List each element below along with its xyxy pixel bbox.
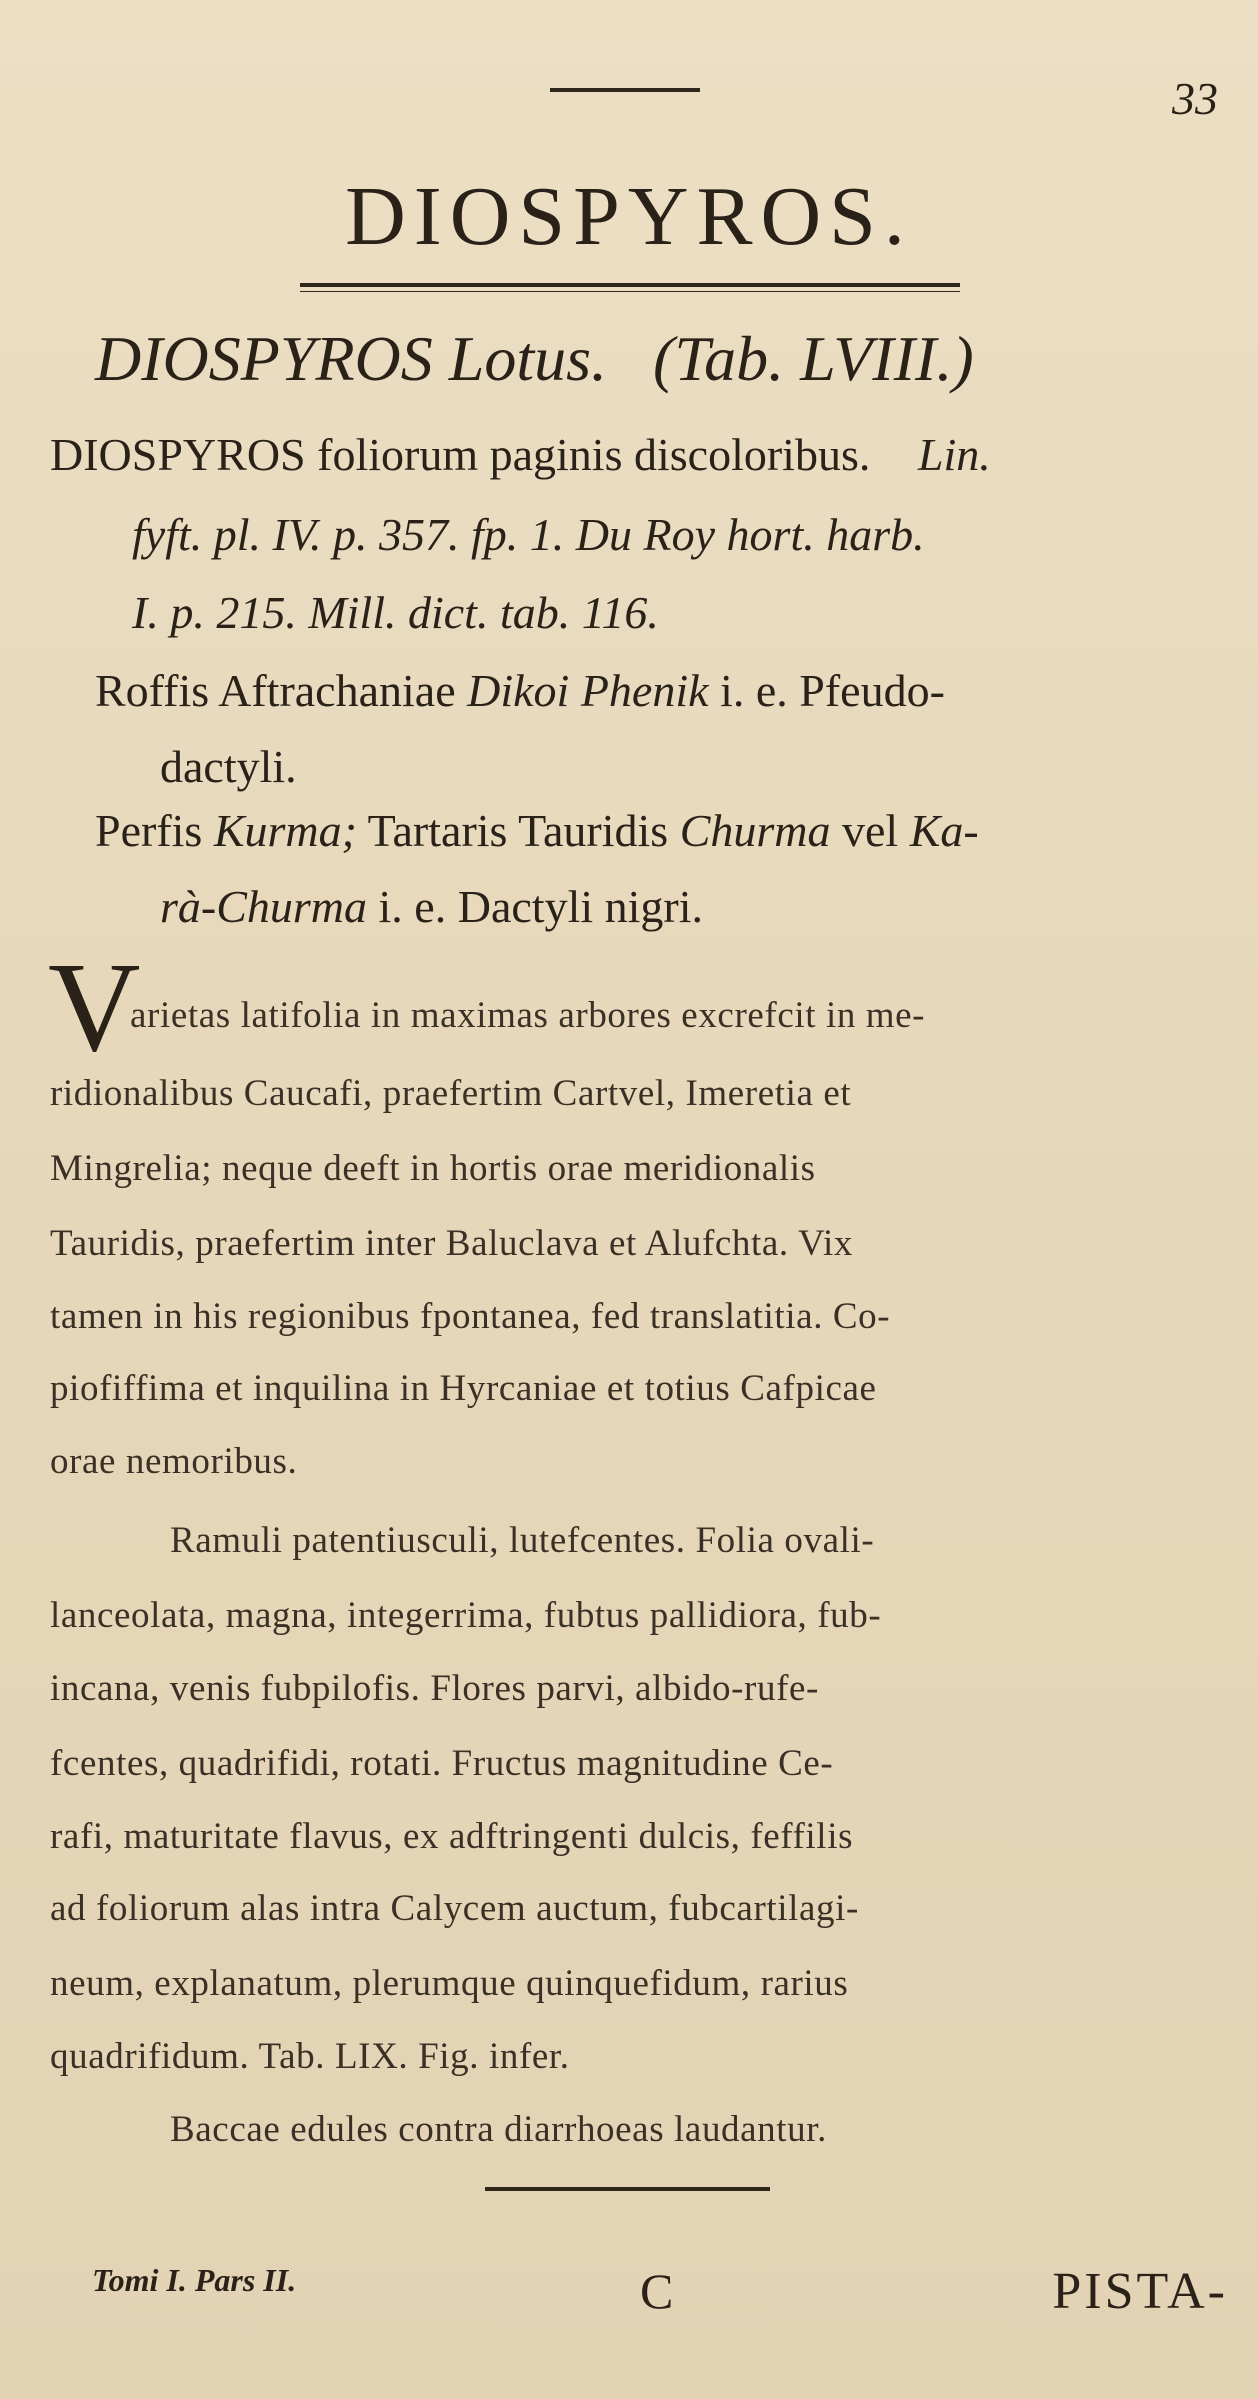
body-line: neum, explanatum, plerumque quinquefidum, rarius	[50, 1963, 849, 2004]
body-line: piofiffima et inquilina in Hyrcaniae et totius Cafpicae	[50, 1368, 877, 1409]
body-line: arietas latifolia in maximas arbores excrefcit in me-	[130, 995, 926, 1036]
synonym-line: I. p. 215. Mill. dict. tab. 116.	[132, 587, 659, 638]
species-name: DIOSPYROS Lotus.	[95, 323, 608, 394]
synonym-line: rà-Churma i. e. Dactyli nigri.	[160, 881, 704, 932]
synonym-line: fyft. pl. IV. p. 357. fp. 1. Du Roy hort. harb.	[132, 509, 925, 560]
synonym-line: DIOSPYROS foliorum paginis discoloribus. Lin.	[50, 429, 991, 480]
title-double-rule	[300, 283, 960, 287]
body-line: Baccae edules contra diarrhoeas laudantur.	[170, 2109, 827, 2150]
title-double-rule-lower	[300, 291, 960, 292]
synonym-line: Perfis Kurma; Tartaris Tauridis Churma vel Ka-	[95, 805, 979, 856]
plate-reference: (Tab. LVIII.)	[653, 323, 974, 394]
synonym-line: Roffis Aftrachaniae Dikoi Phenik i. e. Pfeudo-	[95, 665, 945, 716]
catchword: PISTA-	[1052, 2263, 1228, 2320]
signature-letter: C	[640, 2263, 674, 2319]
body-line: tamen in his regionibus fpontanea, fed translatitia. Co-	[50, 1296, 891, 1337]
body-line: incana, venis fubpilofis. Flores parvi, albido-rufe-	[50, 1668, 819, 1709]
body-line: orae nemoribus.	[50, 1441, 298, 1482]
body-line: lanceolata, magna, integerrima, fubtus pallidiora, fub-	[50, 1595, 882, 1636]
body-line: ad foliorum alas intra Calycem auctum, fubcartilagi-	[50, 1888, 859, 1929]
body-line: ridionalibus Caucafi, praefertim Cartvel, Imeretia et	[50, 1073, 852, 1114]
synonym-line: dactyli.	[160, 741, 297, 792]
closing-rule	[485, 2187, 770, 2191]
page-number: 33	[1172, 73, 1218, 124]
body-line: Tauridis, praefertim inter Baluclava et Alufchta. Vix	[50, 1223, 854, 1264]
drop-cap: V	[48, 936, 141, 1078]
top-ornament-rule	[550, 88, 700, 92]
signature-note: Tomi I. Pars II.	[92, 2262, 297, 2298]
body-line: rafi, maturitate flavus, ex adftringenti dulcis, feffilis	[50, 1816, 854, 1857]
page-title: DIOSPYROS.	[345, 170, 913, 263]
body-line: fcentes, quadrifidi, rotati. Fructus magnitudine Ce-	[50, 1743, 834, 1784]
species-heading	[95, 322, 974, 396]
body-line: Ramuli patentiusculi, lutefcentes. Folia ovali-	[170, 1520, 875, 1561]
body-line: Mingrelia; neque deeft in hortis orae meridionalis	[50, 1148, 816, 1189]
body-line: quadrifidum. Tab. LIX. Fig. infer.	[50, 2036, 570, 2077]
